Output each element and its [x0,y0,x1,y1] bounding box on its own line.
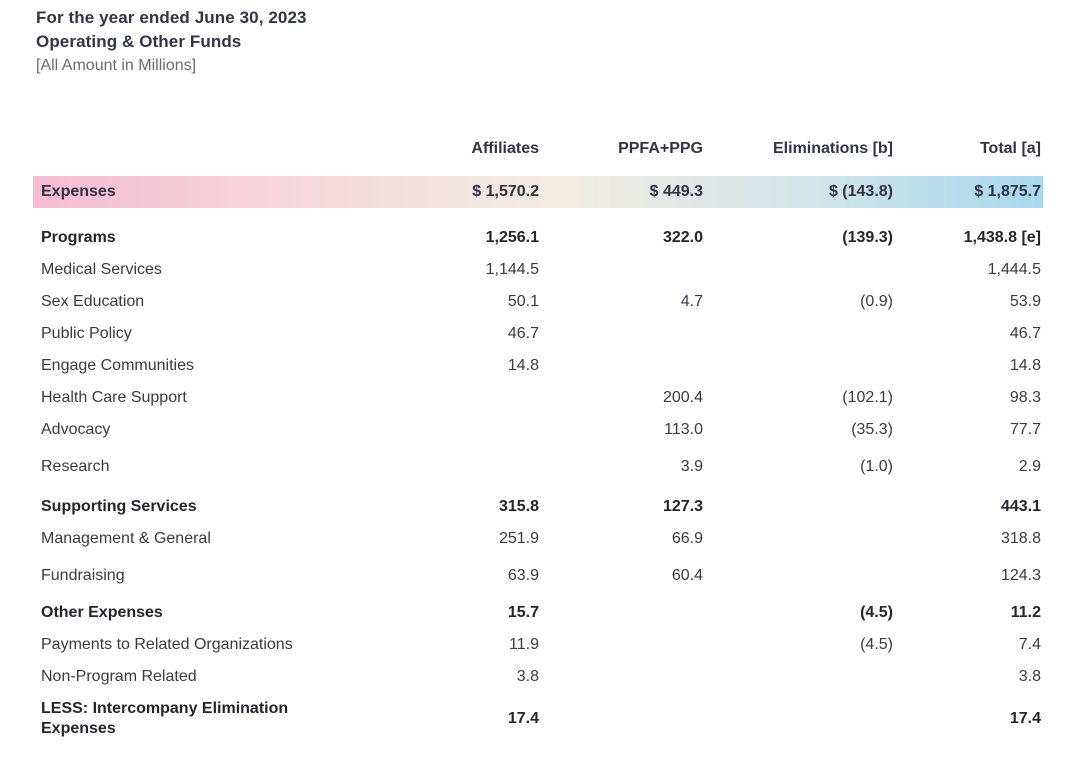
header-affiliates: Affiliates [471,140,539,157]
cell-ppfa-ppg: 60.4 [671,567,703,584]
cell-affiliates: 17.4 [507,710,539,727]
cell-eliminations: (139.3) [842,229,893,246]
cell-eliminations: (1.0) [860,458,893,475]
cell-total: 46.7 [1009,325,1041,342]
cell-affiliates: 3.8 [516,668,539,685]
table-row [33,222,1043,254]
cell-affiliates: 14.8 [507,357,539,374]
row-label: Advocacy [41,421,111,438]
table-row [33,318,1043,350]
cell-total: 443.1 [1000,498,1041,515]
cell-total: 1,438.8 [e] [963,229,1041,246]
cell-total: 2.9 [1018,458,1041,475]
table-row [33,523,1043,555]
cell-total: 124.3 [1000,567,1041,584]
cell-affiliates: 11.9 [509,636,539,653]
cell-total: 77.7 [1009,421,1041,438]
document-header [0,0,1075,77]
cell-eliminations: $ (143.8) [828,183,893,200]
cell-total: 98.3 [1009,389,1041,406]
cell-affiliates: 1,144.5 [485,261,539,278]
row-label: Supporting Services [41,498,197,515]
cell-affiliates: 63.9 [507,567,539,584]
table-row [33,254,1043,286]
row-label: Non-Program Related [41,668,197,685]
table-row [33,560,1043,592]
table-row [33,491,1043,523]
header-total: Total [a] [979,140,1041,157]
table-row [33,414,1043,446]
table-row [33,350,1043,382]
cell-total: 1,444.5 [987,261,1041,278]
fund-type-title: Operating & Other Funds [36,32,242,51]
cell-ppfa-ppg: 4.7 [680,293,703,310]
row-label: Medical Services [41,261,162,278]
cell-ppfa-ppg: 127.3 [662,498,703,515]
row-label: Other Expenses [41,604,163,621]
table-row [33,451,1043,483]
cell-affiliates: 251.9 [498,530,539,547]
financial-table [33,134,1043,741]
row-label: Health Care Support [41,389,187,406]
table-body [33,222,1043,741]
cell-total: 318.8 [1000,530,1041,547]
cell-total: 14.8 [1009,357,1041,374]
row-label: Payments to Related Organizations [41,636,293,653]
header-ppfa-ppg: PPFA+PPG [618,140,703,157]
cell-total: 7.4 [1018,636,1041,653]
report-period-title: For the year ended June 30, 2023 [36,8,307,27]
cell-ppfa-ppg: 3.9 [680,458,703,475]
table-row [33,629,1043,661]
cell-eliminations: (4.5) [860,636,893,653]
cell-eliminations: (35.3) [851,421,893,438]
cell-ppfa-ppg: 322.0 [662,229,703,246]
units-note: [All Amount in Millions] [36,57,197,74]
cell-affiliates: 50.1 [507,293,539,310]
cell-eliminations: (102.1) [842,389,893,406]
row-label: Fundraising [41,567,125,584]
table-header-row [33,134,1043,164]
table-row [33,382,1043,414]
cell-ppfa-ppg: 113.0 [664,421,703,438]
cell-total: 17.4 [1009,710,1041,727]
cell-total: 53.9 [1009,293,1041,310]
header-eliminations: Eliminations [b] [773,140,893,157]
cell-total: 11.2 [1010,604,1041,621]
cell-total: 3.8 [1018,668,1041,685]
cell-eliminations: (4.5) [860,604,893,621]
table-row [33,597,1043,629]
cell-ppfa-ppg: 200.4 [662,389,703,406]
cell-affiliates: 1,256.1 [485,229,539,246]
expenses-summary-row [33,176,1043,208]
cell-ppfa-ppg: $ 449.3 [649,183,703,200]
cell-affiliates: $ 1,570.2 [472,183,539,200]
row-label: LESS: Intercompany Elimination Expenses [41,700,289,737]
cell-affiliates: 15.7 [507,604,539,621]
table-row [33,661,1043,693]
cell-ppfa-ppg: 66.9 [671,530,703,547]
row-label: Expenses [41,183,116,200]
cell-affiliates: 46.7 [507,325,539,342]
cell-affiliates: 315.8 [498,498,539,515]
row-label: Sex Education [41,293,145,310]
table-row [33,286,1043,318]
table-row [33,697,1043,741]
cell-total: $ 1,875.7 [974,183,1041,200]
row-label: Public Policy [41,325,132,342]
row-label: Management & General [41,530,211,547]
row-label: Programs [41,229,116,246]
row-label: Research [41,458,110,475]
cell-eliminations: (0.9) [860,293,893,310]
row-label: Engage Communities [41,357,194,374]
